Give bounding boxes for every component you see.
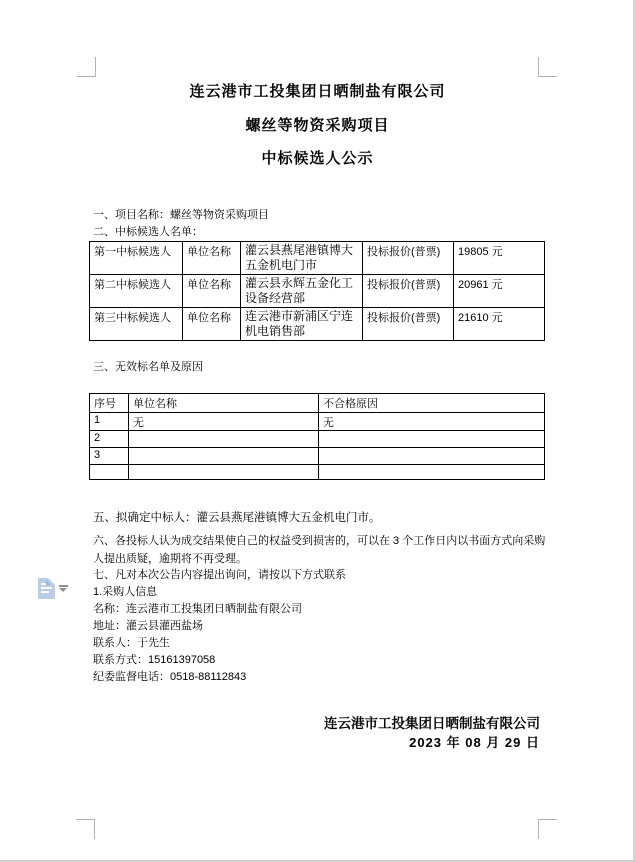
doc-title-company: 连云港市工投集团日晒制盐有限公司 [189, 83, 446, 100]
crop-mark-bottom-right [538, 819, 557, 839]
purchaser-phone: 联系方式：15161397058 [93, 654, 216, 666]
rank-cell: 第三中标候选人 [90, 308, 183, 341]
footer-company-signature: 连云港市工投集团日晒制盐有限公司 [324, 716, 540, 731]
reason-cell [319, 465, 545, 480]
seq-cell: 2 [90, 431, 129, 448]
candidates-row-3 [90, 308, 545, 341]
seq-cell [90, 465, 129, 480]
crop-mark-bottom-left [76, 819, 95, 839]
supervision-phone: 纪委监督电话：0518-88112843 [93, 671, 247, 683]
price-cell: 21610 元 [454, 308, 545, 341]
invalid-row-3 [90, 448, 545, 465]
unit-cell: 无 [129, 413, 319, 431]
unit-name-cell: 灌云县永辉五金化工设备经营部 [241, 275, 363, 308]
crop-mark-top-left [77, 57, 96, 77]
reason-cell [319, 448, 545, 465]
crop-mark-top-right [538, 57, 557, 77]
unit-cell [129, 448, 319, 465]
col-header-unit: 单位名称 [129, 394, 319, 413]
price-label-cell: 投标报价(普票) [363, 308, 454, 341]
rank-cell: 第一中标候选人 [90, 242, 183, 275]
price-cell: 19805 元 [454, 242, 545, 275]
invalid-bids-table [89, 393, 545, 480]
price-cell: 20961 元 [454, 275, 545, 308]
section-5-winner: 五、拟确定中标人：灌云县燕尾港镇博大五金机电门市。 [93, 512, 381, 524]
reason-cell [319, 431, 545, 448]
unit-label-cell: 单位名称 [183, 242, 241, 275]
paste-options-dropdown-icon[interactable] [59, 585, 68, 592]
section-3-invalid-bids: 三、无效标名单及原因 [93, 361, 203, 373]
col-header-seq: 序号 [90, 394, 129, 413]
paste-options-icon [38, 578, 55, 599]
purchaser-contact-person: 联系人：于先生 [93, 637, 170, 649]
invalid-row-2 [90, 431, 545, 448]
seq-cell: 1 [90, 413, 129, 431]
section-6-objection: 六、各投标人认为成交结果使自己的权益受到损害的，可以在 3 个工作日内以书面方式向采购人提出质疑，逾期将不再受理。 [93, 535, 546, 565]
footer-date: 2023 年 08 月 29 日 [409, 735, 540, 750]
unit-label-cell: 单位名称 [183, 275, 241, 308]
unit-cell [129, 465, 319, 480]
unit-cell [129, 431, 319, 448]
candidates-row-1 [90, 242, 545, 275]
unit-name-cell: 灌云县燕尾港镇博大五金机电门市 [241, 242, 363, 275]
seq-cell: 3 [90, 448, 129, 465]
invalid-row-1 [90, 413, 545, 431]
doc-title-announcement: 中标候选人公示 [261, 150, 374, 167]
price-label-cell: 投标报价(普票) [363, 242, 454, 275]
paste-options-button[interactable] [36, 577, 70, 603]
invalid-row-4 [90, 465, 545, 480]
price-label-cell: 投标报价(普票) [363, 275, 454, 308]
purchaser-name: 名称：连云港市工投集团日晒制盐有限公司 [93, 603, 302, 615]
candidates-table [89, 241, 545, 341]
unit-name-cell: 连云港市新浦区宁连机电销售部 [241, 308, 363, 341]
section-2-candidate-list: 二、中标候选人名单： [93, 226, 203, 238]
purchaser-info-heading: 1.采购人信息 [93, 586, 158, 598]
section-7-contact: 七、凡对本次公告内容提出询问，请按以下方式联系 [93, 569, 346, 581]
doc-title-project: 螺丝等物资采购项目 [245, 117, 390, 134]
invalid-table-header [90, 394, 545, 413]
candidates-row-2 [90, 275, 545, 308]
purchaser-address: 地址：灌云县灌西盐场 [93, 620, 203, 632]
rank-cell: 第二中标候选人 [90, 275, 183, 308]
reason-cell: 无 [319, 413, 545, 431]
section-1-project-name: 一、项目名称：螺丝等物资采购项目 [93, 209, 269, 221]
unit-label-cell: 单位名称 [183, 308, 241, 341]
col-header-reason: 不合格原因 [319, 394, 545, 413]
